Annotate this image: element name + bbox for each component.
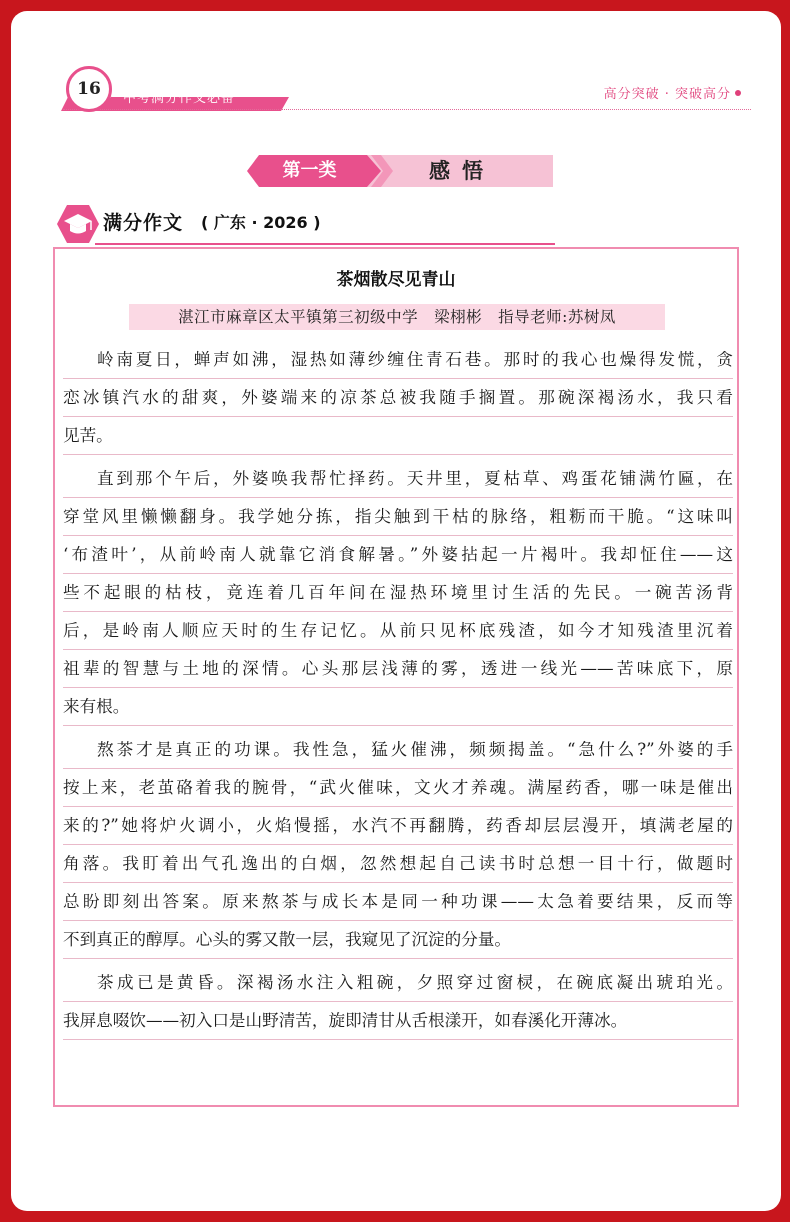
category-name: 感悟 [429, 159, 495, 183]
essay-line: 后，是岭南人顺应天时的生存记忆。从前只见杯底残渣，如今才知残渣里沉着 [63, 612, 733, 650]
category-number: 第一类 [282, 160, 337, 181]
category-banner [247, 155, 555, 187]
essay-line: 角落。我盯着出气孔逸出的白烟，忽然想起自己读书时总想一目十行，做题时 [63, 845, 733, 883]
series-title: 中考满分作文必备 [123, 91, 236, 106]
essay-box [53, 247, 739, 1107]
essay-line: 茶成已是黄昏。深褐汤水注入粗碗，夕照穿过窗棂，在碗底凝出琥珀光。 [63, 964, 733, 1002]
essay-byline: 湛江市麻章区太平镇第三初级中学 梁栩彬 指导老师:苏树凤 [129, 304, 665, 330]
graduation-cap-icon [56, 203, 100, 245]
essay-line: 熬茶才是真正的功课。我性急，猛火催沸，频频揭盖。“急什么?”外婆的手 [63, 731, 733, 769]
essay-line: 按上来，老茧硌着我的腕骨，“武火催味，文火才养魂。满屋药香，哪一味是催出 [63, 769, 733, 807]
section-title: 满分作文 [103, 212, 184, 234]
essay-line: 总盼即刻出答案。原来熬茶与成长本是同一种功课——太急着要结果，反而等 [63, 883, 733, 921]
essay-line: 我屏息啜饮——初入口是山野清苦，旋即清甘从舌根漾开，如春溪化开薄冰。 [63, 1002, 733, 1040]
essay-line: 见苦。 [63, 417, 733, 455]
section-source: ( 广东 · 2026 ) [201, 213, 321, 232]
page-number: 16 [66, 66, 112, 112]
essay-line: 穿堂风里懒懒翻身。我学她分拣，指尖触到干枯的脉络，粗粝而干脆。“这味叫 [63, 498, 733, 536]
essay-line: ‘布渣叶’，从前岭南人就靠它消食解暑。”外婆拈起一片褐叶。我却怔住——这 [63, 536, 733, 574]
header-slogan: 高分突破 · 突破高分 [603, 87, 731, 102]
essay-line: 些不起眼的枯枝，竟连着几百年间在湿热环境里讨生活的先民。一碗苦汤背 [63, 574, 733, 612]
essay-line: 来有根。 [63, 688, 733, 726]
page [11, 11, 781, 1211]
essay-line: 直到那个午后，外婆唤我帮忙择药。天井里，夏枯草、鸡蛋花铺满竹匾，在 [63, 460, 733, 498]
essay-line: 不到真正的醇厚。心头的雾又散一层，我窥见了沉淀的分量。 [63, 921, 733, 959]
essay-title: 茶烟散尽见青山 [336, 270, 456, 290]
essay-line: 祖辈的智慧与土地的深情。心头那层浅薄的雾，透进一线光——苦味底下，原 [63, 650, 733, 688]
essay-line: 来的?”她将炉火调小，火焰慢摇，水汽不再翻腾，药香却层层漫开，填满老屋的 [63, 807, 733, 845]
section-underline [95, 243, 555, 245]
header-divider [63, 109, 751, 110]
essay-line: 恋冰镇汽水的甜爽，外婆端来的凉茶总被我随手搁置。那碗深褐汤水，我只看 [63, 379, 733, 417]
essay-line: 岭南夏日，蝉声如沸，湿热如薄纱缠住青石巷。那时的我心也燥得发慌，贪 [63, 341, 733, 379]
slogan-dot [735, 90, 741, 96]
